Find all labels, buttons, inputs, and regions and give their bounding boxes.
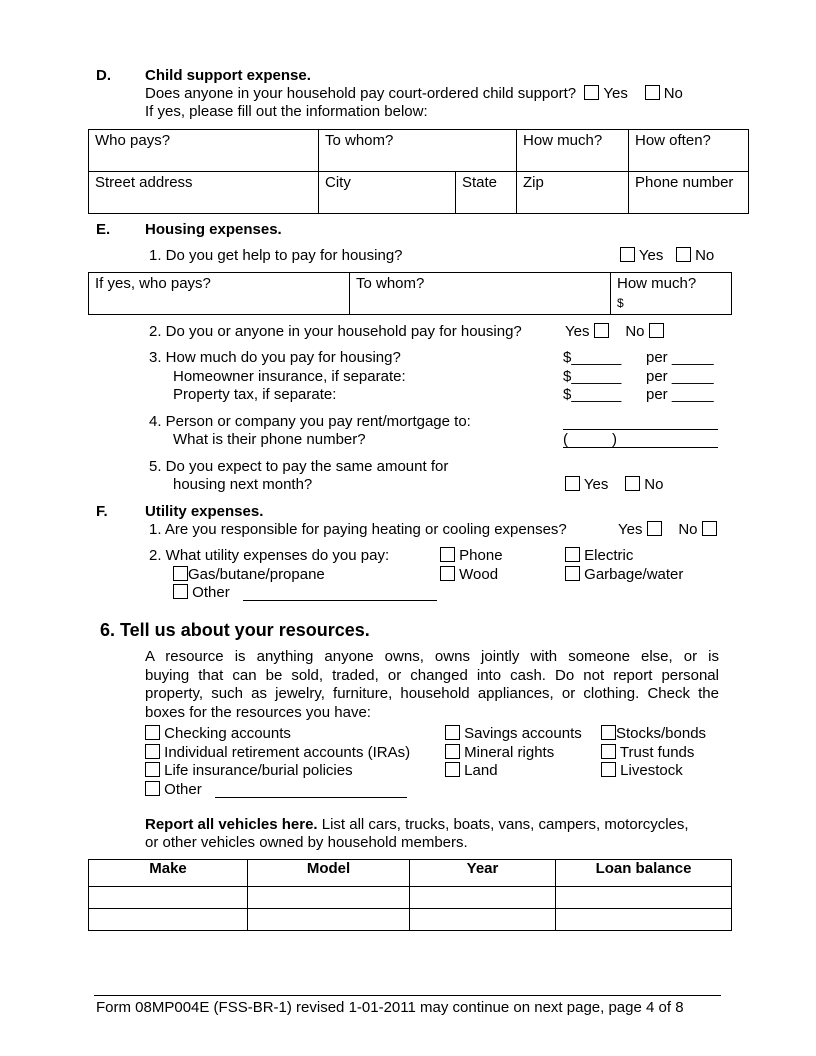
resource-livestock-option [601,762,683,780]
housing-help-yes-label: Yes [638,247,664,264]
vehicles-header-year: Year [410,860,556,887]
vehicles-header-loan: Loan balance [556,860,732,887]
vehicles-instruction-line2: or other vehicles owned by household members. [145,834,468,851]
utility-other-field[interactable] [243,600,437,601]
resource-other-option [145,781,202,799]
vehicle-row [89,909,732,931]
utility-other-checkbox[interactable] [173,584,188,599]
section-e-title: Housing expenses. [145,221,282,238]
heating-cooling-no-label: No [678,521,698,538]
phone-area-open-paren: ( [563,431,568,448]
resource-livestock-label: Livestock [620,762,683,779]
vehicles-header-model: Model [248,860,410,887]
housing-help-yes-checkbox[interactable] [620,247,635,262]
cs-how-much-field[interactable]: How much? [523,132,603,149]
resource-savings-option [445,725,582,743]
cs-how-often-field[interactable]: How often? [635,132,711,149]
resource-mineral-label: Mineral rights [464,744,555,761]
same-amount-answer [565,476,663,494]
child-support-yes-checkbox[interactable] [584,85,599,100]
section-f-title: Utility expenses. [145,503,264,520]
resource-ira-option [145,744,410,762]
resource-life-option [145,762,353,780]
resource-trust-label: Trust funds [619,744,695,761]
vehicles-instruction-bold: Report all vehicles here. [145,816,318,833]
resource-checking-option [145,725,291,743]
housing-help-no-checkbox[interactable] [676,247,691,262]
housing-help-no-label: No [695,247,715,264]
resource-land-checkbox[interactable] [445,762,460,777]
utility-garbage-label: Garbage/water [584,566,684,583]
vehicle-make-cell[interactable] [89,887,248,909]
heating-cooling-answer [618,521,717,539]
insurance-amount-field[interactable]: $______ [563,368,622,385]
utility-phone-label: Phone [459,547,503,564]
vehicle-loan-cell[interactable] [556,909,732,931]
child-support-question [145,85,683,103]
utility-wood-label: Wood [459,566,499,583]
same-amount-question-line1: 5. Do you expect to pay the same amount for [149,458,449,475]
housing-who-pays-field[interactable]: If yes, who pays? [95,275,211,292]
section-e-letter: E. [96,221,111,238]
section-d-letter: D. [96,67,111,84]
heating-cooling-yes-label: Yes [618,521,643,538]
cs-zip-field[interactable]: Zip [523,174,544,191]
utility-gas-label: Gas/butane/propane [188,566,325,583]
resource-checking-checkbox[interactable] [145,725,160,740]
utility-phone-checkbox[interactable] [440,547,455,562]
household-housing-no-label: No [625,323,645,340]
utility-wood-option [440,566,498,584]
utility-garbage-option [565,566,683,584]
same-amount-yes-checkbox[interactable] [565,476,580,491]
resource-mineral-option [445,744,554,762]
footer-text: Form 08MP004E (FSS-BR-1) revised 1-01-2011 may continue on next page, page 4 of 8 [96,999,684,1016]
vehicle-model-cell[interactable] [248,909,410,931]
vehicles-table [88,859,732,931]
payee-phone-field[interactable] [563,447,718,448]
resource-stocks-checkbox[interactable] [601,725,616,740]
resource-land-label: Land [464,762,498,779]
child-support-yes-label: Yes [603,85,628,102]
utility-other-label: Other [192,584,230,601]
resource-life-checkbox[interactable] [145,762,160,777]
utility-electric-label: Electric [584,547,634,564]
resource-stocks-option [601,725,706,743]
same-amount-no-label: No [644,476,664,493]
vehicles-instruction-text: List all cars, trucks, boats, vans, campers, motorcycles, [321,816,689,833]
resource-other-checkbox[interactable] [145,781,160,796]
section-d-title: Child support expense. [145,67,311,84]
utility-wood-checkbox[interactable] [440,566,455,581]
heating-cooling-no-checkbox[interactable] [702,521,717,536]
vehicle-make-cell[interactable] [89,909,248,931]
footer-rule [94,995,721,996]
same-amount-no-checkbox[interactable] [625,476,640,491]
housing-how-much-field[interactable]: How much? $ [617,275,697,310]
resource-checking-label: Checking accounts [164,725,291,742]
child-support-instruction: If yes, please fill out the information below: [145,103,428,120]
child-support-table [88,129,749,214]
household-housing-yes-checkbox[interactable] [594,323,609,338]
rent-payee-field[interactable] [563,429,718,430]
property-tax-amount-field[interactable]: $______ [563,386,622,403]
cs-street-field[interactable]: Street address [95,174,193,191]
household-housing-no-checkbox[interactable] [649,323,664,338]
vehicle-row [89,887,732,909]
same-amount-yes-label: Yes [583,476,609,493]
property-tax-per-field[interactable]: per _____ [646,386,714,403]
heating-cooling-yes-checkbox[interactable] [647,521,662,536]
utility-phone-option [440,547,503,565]
utility-gas-checkbox[interactable] [173,566,188,581]
resources-paragraph-line: boxes for the resources you have: [145,703,371,721]
resource-trust-option [601,744,694,762]
utility-other-option [173,584,230,602]
utility-garbage-checkbox[interactable] [565,566,580,581]
resource-savings-checkbox[interactable] [445,725,460,740]
resource-stocks-label: Stocks/bonds [616,725,707,742]
same-amount-question-line2: housing next month? [173,476,313,493]
utility-gas-option [173,566,325,584]
cs-phone-field[interactable]: Phone number [635,174,734,191]
resources-paragraph-line: buying that can be sold, traded, or changed into cash. Do not report personal [145,666,719,684]
phone-area-close-paren: ) [612,431,617,448]
rent-payee-question: 4. Person or company you pay rent/mortgage to: [149,413,471,430]
vehicle-year-cell[interactable] [410,887,556,909]
resource-life-label: Life insurance/burial policies [164,762,353,779]
resource-ira-checkbox[interactable] [145,744,160,759]
vehicle-year-cell[interactable] [410,909,556,931]
housing-to-whom-field[interactable]: To whom? [356,275,425,292]
section-6-heading: 6. Tell us about your resources. [100,620,370,640]
resources-paragraph-line: property, such as jewelry, furniture, household appliances, or clothing. Check the [145,685,719,702]
housing-cost-question: 3. How much do you pay for housing? [149,349,401,366]
housing-help-answer [620,247,714,265]
child-support-no-label: No [663,85,683,102]
resource-trust-checkbox[interactable] [601,744,616,759]
resource-livestock-checkbox[interactable] [601,762,616,777]
cs-to-whom-field[interactable]: To whom? [325,132,394,149]
cs-city-field[interactable]: City [325,174,351,191]
child-support-question-text: Does anyone in your household pay court-ordered child support? [145,85,577,102]
cs-state-field[interactable]: State [462,174,498,191]
child-support-no-checkbox[interactable] [645,85,660,100]
insurance-per-field[interactable]: per _____ [646,368,714,385]
household-housing-question: 2. Do you or anyone in your household pay for housing? [149,323,522,340]
section-f-letter: F. [96,503,108,520]
utility-electric-checkbox[interactable] [565,547,580,562]
property-tax-label: Property tax, if separate: [173,386,337,403]
resources-paragraph-line: A resource is anything anyone owns, owns jointly with someone else, or is [145,648,719,665]
payee-phone-question: What is their phone number? [173,431,366,448]
household-housing-answer [565,323,664,341]
resource-other-label: Other [164,781,202,798]
heating-cooling-question: 1. Are you responsible for paying heating or cooling expenses? [149,521,567,538]
vehicles-header-make: Make [89,860,248,887]
utility-expenses-question: 2. What utility expenses do you pay: [149,547,390,564]
resource-mineral-checkbox[interactable] [445,744,460,759]
housing-cost-per-field[interactable]: per _____ [646,349,714,366]
vehicles-instruction [145,816,689,834]
utility-electric-option [565,547,633,565]
homeowner-insurance-label: Homeowner insurance, if separate: [173,368,406,385]
resource-other-field[interactable] [215,797,407,798]
vehicle-model-cell[interactable] [248,887,410,909]
housing-cost-amount-field[interactable]: $______ [563,349,622,366]
resource-ira-label: Individual retirement accounts (IRAs) [164,744,411,761]
housing-help-table [88,272,732,315]
resource-land-option [445,762,498,780]
housing-help-question: 1. Do you get help to pay for housing? [149,247,403,264]
vehicle-loan-cell[interactable] [556,887,732,909]
resources-paragraph [145,648,719,722]
resource-savings-label: Savings accounts [464,725,582,742]
cs-who-pays-field[interactable]: Who pays? [95,132,171,149]
household-housing-yes-label: Yes [565,323,590,340]
